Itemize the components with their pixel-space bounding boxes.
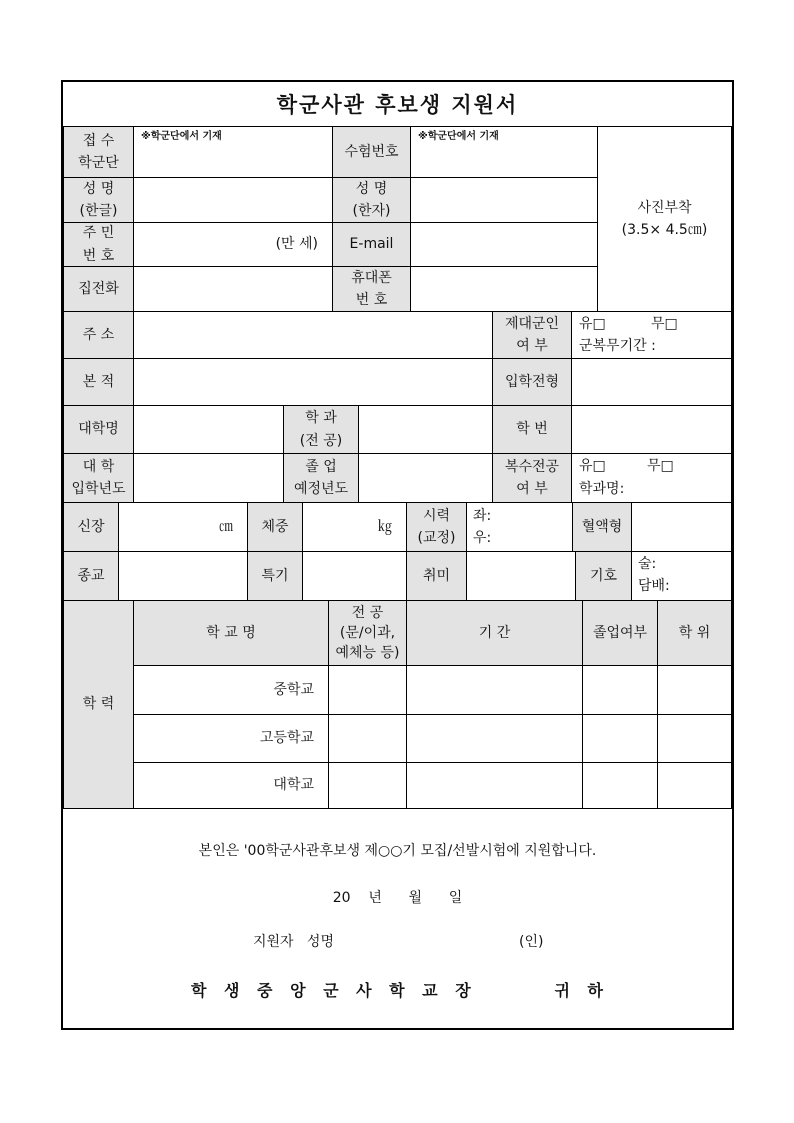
label-eyesight: 시력 (교정) bbox=[406, 502, 467, 552]
admission-type-field[interactable] bbox=[571, 358, 732, 406]
major-name-label: 학과명: bbox=[579, 481, 625, 497]
school-middle: 중학교 bbox=[133, 665, 329, 715]
mobile-phone-field[interactable] bbox=[410, 266, 598, 312]
label-email: E-mail bbox=[332, 222, 411, 267]
label-admission-type: 입학전형 bbox=[492, 358, 572, 406]
domicile-field[interactable] bbox=[133, 358, 493, 406]
blood-type-field[interactable] bbox=[631, 502, 732, 552]
label-name-korean: 성 명 (한글) bbox=[63, 177, 134, 223]
header-degree: 학 위 bbox=[657, 600, 732, 666]
label-resident-number: 주 민 번 호 bbox=[63, 222, 134, 267]
double-major-yes-checkbox[interactable]: 유□ bbox=[579, 458, 606, 474]
closing-addressee: 학 생 중 앙 군 사 학 교 장 귀 하 bbox=[190, 981, 604, 1000]
school-university: 대학교 bbox=[133, 762, 329, 809]
label-weight: 체중 bbox=[247, 502, 303, 552]
application-form bbox=[61, 80, 734, 1030]
university-period-field[interactable] bbox=[406, 762, 583, 809]
alcohol-label: 술: bbox=[638, 556, 657, 572]
photo-box[interactable]: 사진부착 (3.5× 4.5㎝) bbox=[597, 126, 732, 312]
resident-number-field[interactable]: (만 세) bbox=[133, 222, 333, 267]
admission-year-field[interactable] bbox=[133, 453, 284, 503]
label-home-phone: 집전화 bbox=[63, 266, 134, 312]
label-education: 학 력 bbox=[63, 600, 134, 809]
label-domicile: 본 적 bbox=[63, 358, 134, 406]
label-exam-number: 수험번호 bbox=[332, 126, 411, 178]
label-special-skill: 특기 bbox=[247, 551, 303, 601]
label-hobby: 취미 bbox=[406, 551, 467, 601]
university-degree-field[interactable] bbox=[657, 762, 732, 809]
hobby-field[interactable] bbox=[466, 551, 576, 601]
declaration-date: 20 년 월 일 bbox=[332, 890, 463, 906]
label-religion: 종교 bbox=[63, 551, 119, 601]
label-receipt-unit: 접 수 학군단 bbox=[63, 126, 134, 178]
weight-field[interactable]: ㎏ bbox=[302, 502, 407, 552]
university-field[interactable] bbox=[133, 405, 284, 454]
applicant-name-label: 지원자 성명 bbox=[253, 934, 334, 950]
label-height: 신장 bbox=[63, 502, 119, 552]
high-major-field[interactable] bbox=[328, 714, 407, 763]
label-name-chinese: 성 명 (한자) bbox=[332, 177, 411, 223]
label-graduation-year: 졸 업 예정년도 bbox=[283, 453, 359, 503]
exam-number-note: ※학군단에서 기재 bbox=[418, 131, 499, 142]
label-admission-year: 대 학 입학년도 bbox=[63, 453, 134, 503]
label-address: 주 소 bbox=[63, 311, 134, 359]
tobacco-label: 담배: bbox=[638, 578, 670, 594]
home-phone-field[interactable] bbox=[133, 266, 333, 312]
address-field[interactable] bbox=[133, 311, 493, 359]
height-field[interactable]: ㎝ bbox=[118, 502, 248, 552]
header-school-name: 학 교 명 bbox=[133, 600, 329, 666]
university-major-field[interactable] bbox=[328, 762, 407, 809]
declaration-statement: 본인은 '00학군사관후보생 제○○기 모집/선발시험에 지원합니다. bbox=[198, 843, 597, 859]
name-chinese-field[interactable] bbox=[410, 177, 598, 223]
label-mobile-phone: 휴대폰 번 호 bbox=[332, 266, 411, 312]
high-period-field[interactable] bbox=[406, 714, 583, 763]
email-field[interactable] bbox=[410, 222, 598, 267]
double-major-no-checkbox[interactable]: 무□ bbox=[647, 458, 674, 474]
university-graduated-field[interactable] bbox=[582, 762, 658, 809]
high-graduated-field[interactable] bbox=[582, 714, 658, 763]
veteran-yes-checkbox[interactable]: 유□ bbox=[579, 316, 606, 332]
seal-mark: (인) bbox=[519, 934, 544, 950]
school-high: 고등학교 bbox=[133, 714, 329, 763]
veteran-no-checkbox[interactable]: 무□ bbox=[651, 316, 678, 332]
eyesight-left-label: 좌: bbox=[473, 508, 492, 524]
department-field[interactable] bbox=[358, 405, 493, 454]
header-major: 전 공 (문/이과, 예체능 등) bbox=[328, 600, 407, 666]
label-blood-type: 혈액형 bbox=[572, 502, 632, 552]
eyesight-right-label: 우: bbox=[473, 530, 492, 546]
student-number-field[interactable] bbox=[571, 405, 732, 454]
receipt-unit-note: ※학군단에서 기재 bbox=[141, 131, 222, 142]
label-preference: 기호 bbox=[575, 551, 632, 601]
header-period: 기 간 bbox=[406, 600, 583, 666]
name-korean-field[interactable] bbox=[133, 177, 333, 223]
label-university: 대학명 bbox=[63, 405, 134, 454]
label-veteran-status: 제대군인 여 부 bbox=[492, 311, 572, 359]
middle-degree-field[interactable] bbox=[657, 665, 732, 715]
label-department: 학 과 (전 공) bbox=[283, 405, 359, 454]
service-period-label: 군복무기간 : bbox=[579, 338, 656, 354]
middle-graduated-field[interactable] bbox=[582, 665, 658, 715]
graduation-year-field[interactable] bbox=[358, 453, 493, 503]
header-graduated: 졸업여부 bbox=[582, 600, 658, 666]
middle-period-field[interactable] bbox=[406, 665, 583, 715]
middle-major-field[interactable] bbox=[328, 665, 407, 715]
label-double-major: 복수전공 여 부 bbox=[492, 453, 572, 503]
special-skill-field[interactable] bbox=[302, 551, 407, 601]
religion-field[interactable] bbox=[118, 551, 248, 601]
label-student-number: 학 번 bbox=[492, 405, 572, 454]
form-title: 학군사관 후보생 지원서 bbox=[276, 92, 519, 117]
high-degree-field[interactable] bbox=[657, 714, 732, 763]
